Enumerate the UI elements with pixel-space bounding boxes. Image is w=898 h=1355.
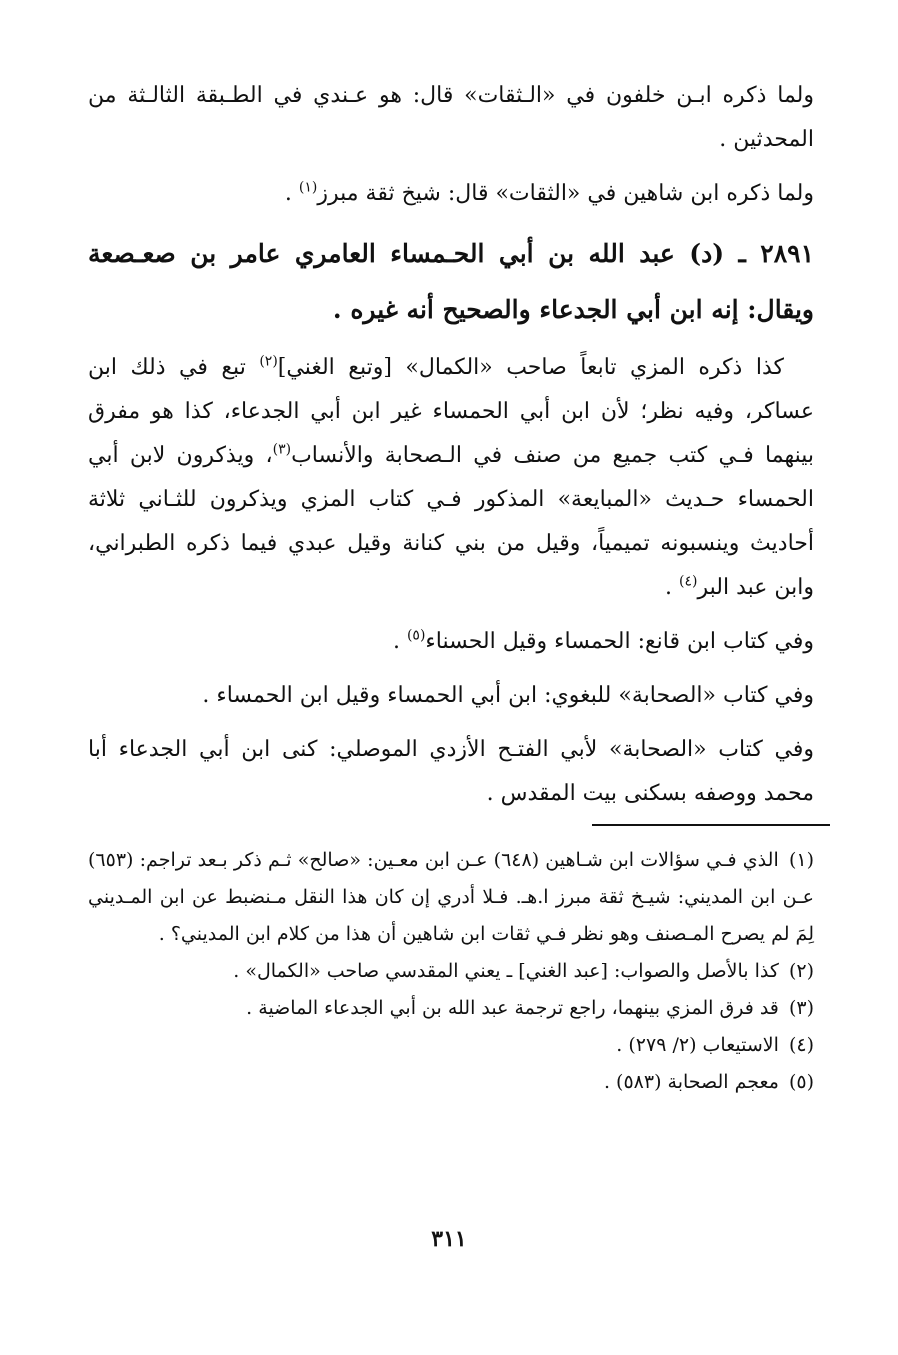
paragraph-end: . (392, 629, 407, 654)
commentary-text-b: تبع في ذلك ابن عساكر، وفيه نظر؛ لأن ابن أبي الحمساء غير ابن أبي الجدعاء، كذا هو مفرق بينهما فـي كتب جميع من صنف في الـصحابة والأنساب (88, 355, 814, 468)
footnote-ref-5[interactable]: (٥) (406, 627, 426, 644)
commentary-text-c: ، ويذكرون لابن أبي الحمساء حـديث «المبايعة» المذكور فـي كتاب المزي ويذكرون للثـاني ثلاثة أحاديث وينسبونه تميمياً، وقيل من بني كنانة وقيل عبدي فيما ذكره الطبراني، وابن عبد البر (88, 443, 814, 600)
paragraph-ibn-shahin (88, 172, 814, 216)
footnotes (88, 842, 814, 1101)
paragraph-ibn-khalfun: ولما ذكره ابـن خلفون في «الـثقات» قال: هو عـندي في الطـبقة الثالـثة من المحدثين . (88, 83, 814, 152)
paragraph-commentary (88, 346, 814, 610)
footnote-ref-1[interactable]: (١) (298, 179, 318, 196)
footnote-text: قد فرق المزي بينهما، راجع ترجمة عبد الله بن أبي الجدعاء الماضية . (246, 997, 779, 1019)
paragraph-end: . (284, 181, 299, 206)
page-number: ٣١١ (431, 1226, 467, 1252)
footnote-ref-4[interactable]: (٤) (679, 573, 698, 590)
footnote-number: (٤) (788, 1034, 814, 1056)
footnote-ref-3[interactable]: (٣) (272, 441, 292, 458)
main-text (88, 74, 814, 826)
footnote-1 (88, 842, 814, 953)
paragraph-end: . (665, 575, 680, 600)
paragraph-ibn-qani (88, 620, 814, 664)
footnote-number: (٣) (788, 997, 814, 1019)
footnote-4 (88, 1027, 814, 1064)
footnote-text: معجم الصحابة (٥٨٣) . (603, 1071, 779, 1093)
footnote-text: الذي فـي سؤالات ابن شـاهين (٦٤٨) عـن ابن معـين: «صالح» ثـم ذكر بـعد تراجم: (٦٥٣) عـن ابن المديني: شيـخ ثقة مبرز ا.هـ. فـلا أدري إن كان هذا النقل مـنضبط عن ابن المـديني لِمَ لم يصرح المـصنف وهو نظر فـي ثقات ابن شاهين أن هذا من كلام ابن المديني؟ . (88, 849, 814, 945)
footnote-3 (88, 990, 814, 1027)
footnote-text: الاستيعاب (٢/ ٢٧٩) . (616, 1034, 779, 1056)
commentary-text-a: كذا ذكره المزي تابعاً صاحب «الكمال» [وتبع الغني] (277, 355, 784, 380)
paragraph-azdi: وفي كتاب «الصحابة» لأبي الفتـح الأزدي الموصلي: كنى ابن أبي الجدعاء أبا محمد ووصفه بسكنى بيت المقدس . (88, 737, 814, 806)
entry-heading: ٢٨٩١ ـ (د) عبد الله بن أبي الحـمساء العامري عامر بن صعـصعة ويقال: إنه ابن أبي الجدعاء والصحيح أنه غيره . (88, 239, 814, 324)
paragraph-ibn-qani-text: وفي كتاب ابن قانع: الحمساء وقيل الحسناء (425, 629, 814, 654)
footnote-text: كذا بالأصل والصواب: [عبد الغني] ـ يعني المقدسي صاحب «الكمال» . (233, 960, 779, 982)
paragraph-ibn-shahin-text: ولما ذكره ابن شاهين في «الثقات» قال: شيخ ثقة مبرز (317, 181, 814, 206)
paragraph-baghawi: وفي كتاب «الصحابة» للبغوي: ابن أبي الحمساء وقيل ابن الحمساء . (202, 683, 814, 708)
footnote-number: (٢) (788, 960, 814, 982)
footnote-separator (592, 824, 830, 826)
footnote-number: (٥) (788, 1071, 814, 1093)
footnote-5 (88, 1064, 814, 1101)
footnote-number: (١) (788, 849, 814, 871)
footnote-2 (88, 953, 814, 990)
footnote-ref-2[interactable]: (٢) (259, 353, 278, 370)
